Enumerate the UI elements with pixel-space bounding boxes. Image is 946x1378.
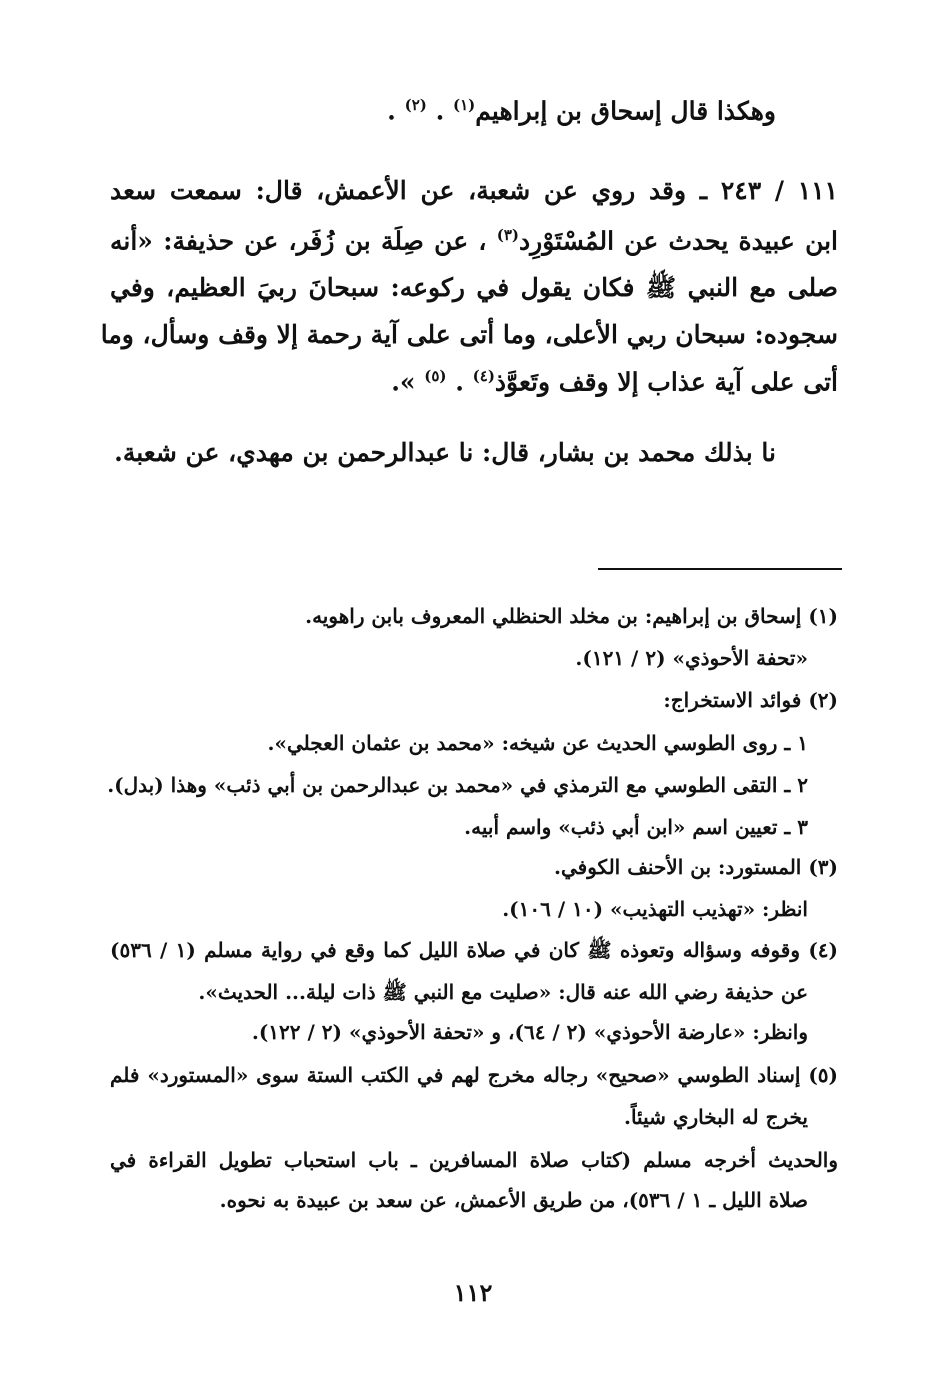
footnote-ref-1[interactable]: (١) [452,96,476,114]
footnote-separator [598,568,842,570]
page-number: ١١٢ [453,1278,493,1307]
footnote-3-source: انظر: «تهذيب التهذيب» (١٠ / ١٠٦). [502,897,808,921]
footnote-5-line-4: صلاة الليل ـ ١ / ٥٣٦)، من طريق الأعمش، عن سعد بن عبيدة به نحوه. [219,1188,808,1212]
hadith-line-2b: ، عن صِلَة بن زُفَر، عن حذيفة: «أنه [110,226,497,256]
hadith-line-3: صلى مع النبي ﷺ فكان يقول في ركوعه: سبحانَ ربيَ العظيم، وفي [110,273,838,302]
hadith-line-5c: ». [391,367,425,397]
hadith-line-5 [391,367,838,397]
hadith-line-5a: أتى على آية عذاب إلا وقف وتَعوَّذ [494,367,838,397]
footnote-5-line-3: والحديث أخرجه مسلم (كتاب صلاة المسافرين ـ باب استحباب تطويل القراءة في [110,1148,838,1172]
hadith-line-5b: . [446,367,473,397]
footnote-1-source: «تحفة الأحوذي» (٢ / ١٢١). [575,646,808,670]
hadith-line-4: سجوده: سبحان ربي الأعلى، وما أتى على آية رحمة إلا وقف وسأل، وما [100,320,838,349]
intro-line [387,96,776,126]
intro-tail: . [387,96,405,126]
intro-dot: . [426,96,453,126]
footnote-1: (١) إسحاق بن إبراهيم: بن مخلد الحنظلي المعروف بابن راهويه. [305,604,838,628]
hadith-line-2 [110,226,838,256]
footnote-ref-2[interactable]: (٢) [404,96,427,114]
footnote-2-item-3: ٣ ـ تعيين اسم «ابن أبي ذئب» واسم أبيه. [464,815,808,839]
intro-text: وهكذا قال إسحاق بن إبراهيم [475,96,776,126]
footnote-ref-5[interactable]: (٥) [424,367,447,385]
footnote-5-line-1: (٥) إسناد الطوسي «صحيح» رجاله مخرج لهم في الكتب الستة سوى «المستورد» فلم [110,1063,838,1087]
footnote-ref-4[interactable]: (٤) [472,367,495,385]
hadith-line-2a: ابن عبيدة يحدث عن المُسْتَوْرِد [519,226,838,256]
footnote-2-item-1: ١ ـ روى الطوسي الحديث عن شيخه: «محمد بن عثمان العجلي». [267,731,808,755]
isnad-line: نا بذلك محمد بن بشار، قال: نا عبدالرحمن بن مهدي، عن شعبة. [114,438,776,467]
footnote-4-line-3: وانظر: «عارضة الأحوذي» (٢ / ٦٤)، و «تحفة الأحوذي» (٢ / ١٢٢). [251,1020,808,1044]
footnote-2-heading: (٢) فوائد الاستخراج: [663,688,838,712]
footnote-5-line-2: يخرج له البخاري شيئاً. [623,1105,808,1129]
footnote-2-item-2: ٢ ـ التقى الطوسي مع الترمذي في «محمد بن عبدالرحمن بن أبي ذئب» وهذا (بدل). [107,773,808,797]
footnote-4-line-1: (٤) وقوفه وسؤاله وتعوذه ﷺ كان في صلاة الليل كما وقع في رواية مسلم (١ / ٥٣٦) [110,938,838,962]
hadith-line-1: ١١١ / ٢٤٣ ـ وقد روي عن شعبة، عن الأعمش، قال: سمعت سعد [110,176,838,205]
footnote-ref-3[interactable]: (٣) [496,226,520,244]
footnote-3: (٣) المستورد: بن الأحنف الكوفي. [554,855,838,879]
footnote-4-line-2: عن حذيفة رضي الله عنه قال: «صليت مع النبي ﷺ ذات ليلة... الحديث». [198,980,808,1004]
